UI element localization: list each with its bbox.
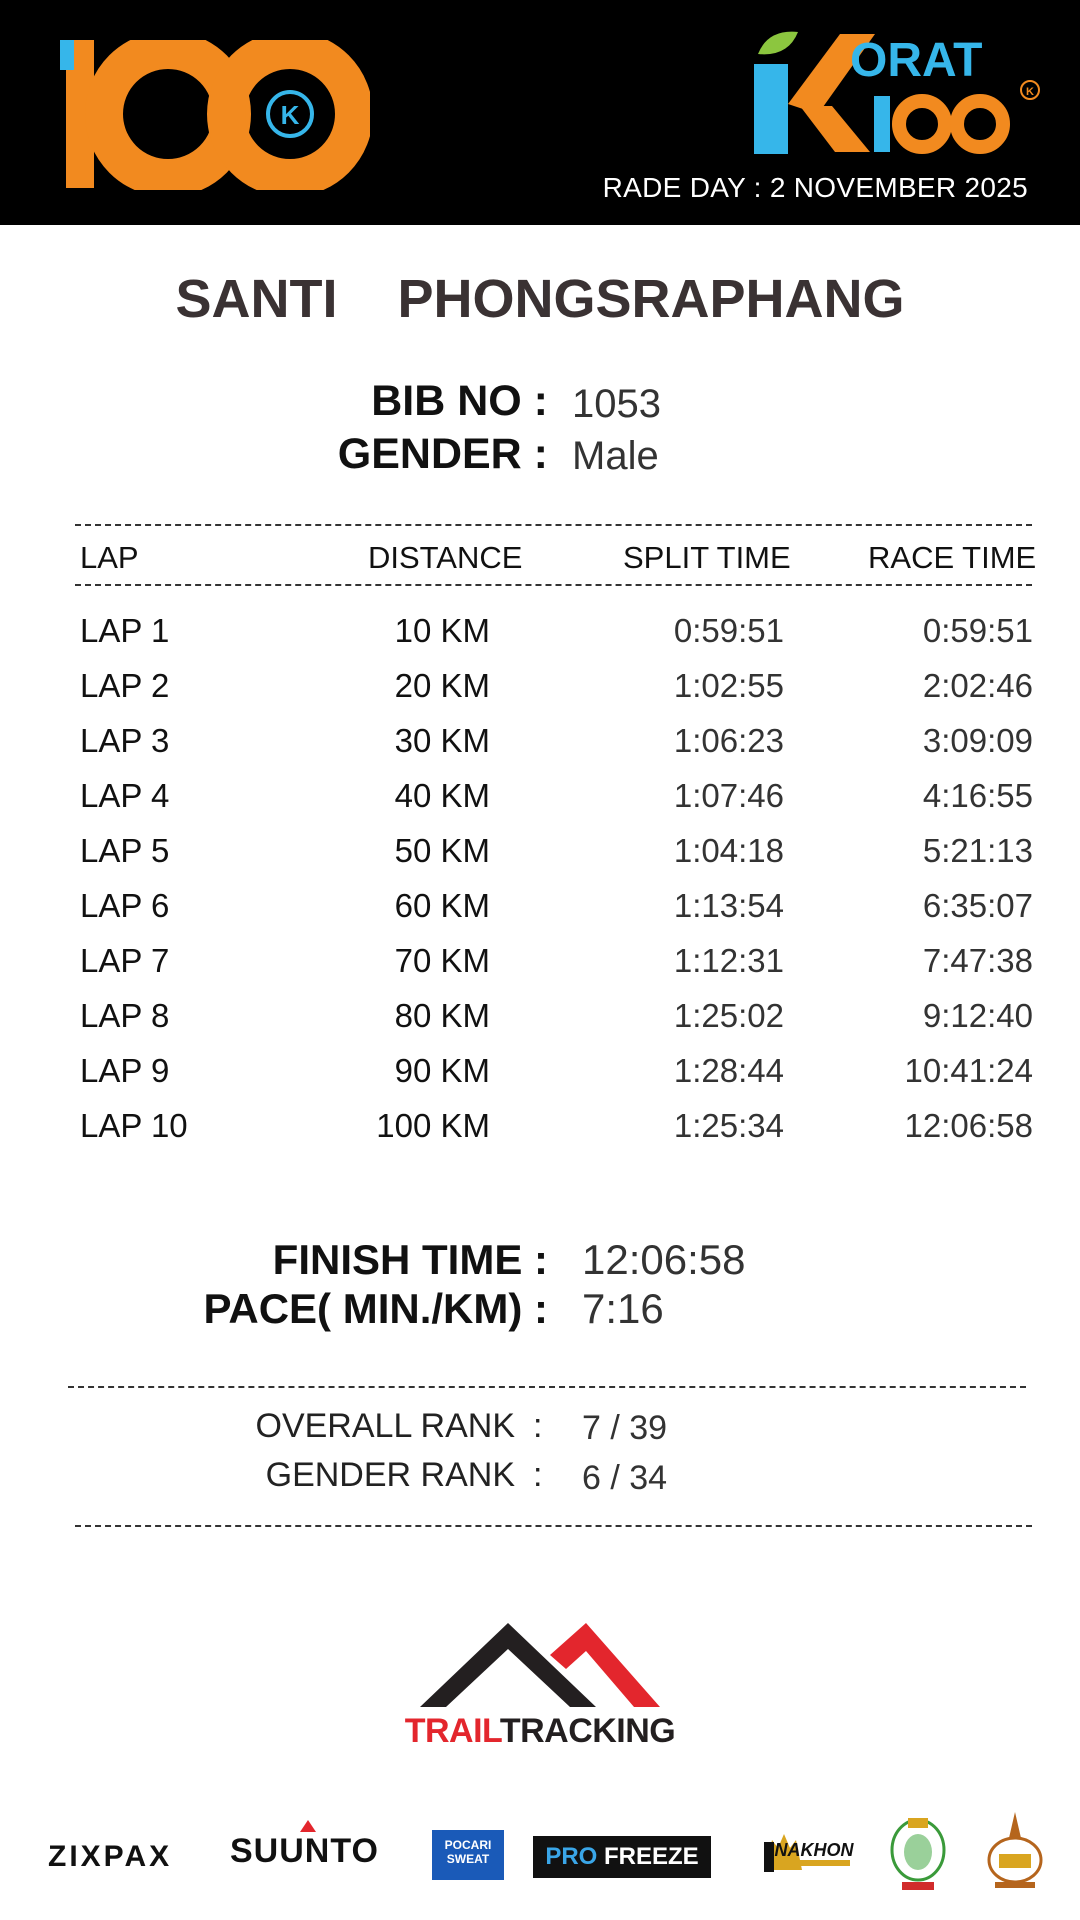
table-row xyxy=(0,887,1080,937)
table-row xyxy=(0,722,1080,772)
freeze-text: FREEZE xyxy=(597,1843,699,1870)
nakhon-ratchasima-logo xyxy=(762,1826,854,1874)
lap-cell: LAP 10 xyxy=(80,1107,188,1144)
table-row xyxy=(0,612,1080,662)
table-row xyxy=(0,667,1080,717)
lap-cell: LAP 1 xyxy=(80,612,170,649)
provincial-seal-icon xyxy=(888,1812,948,1892)
divider-rank-bottom xyxy=(75,1525,1032,1527)
table-row xyxy=(0,832,1080,882)
university-seal-icon xyxy=(985,1810,1045,1892)
runner-name: SANTI PHONGSRAPHANG xyxy=(175,269,905,329)
race-time-cell: 6:35:07 xyxy=(922,887,1033,924)
distance-cell: 100 KM xyxy=(376,1107,490,1144)
distance-cell: 10 KM xyxy=(394,612,490,649)
header-split-time: SPLIT TIME xyxy=(623,540,791,575)
race-time-cell: 7:47:38 xyxy=(922,942,1033,979)
pace-value: 7:16 xyxy=(582,1285,664,1332)
overall-rank-value: 7 / 39 xyxy=(582,1409,668,1447)
gender-rank-colon: : xyxy=(533,1456,543,1494)
distance-cell: 40 KM xyxy=(394,777,490,814)
nakhon-text: NAKHON xyxy=(774,1840,854,1860)
trailtracking-wordmark xyxy=(0,1712,1080,1751)
split-time-cell: 1:25:02 xyxy=(673,997,784,1034)
table-row xyxy=(0,997,1080,1047)
trailtracking-red-text: TRAIL xyxy=(404,1712,500,1750)
race-time-cell: 2:02:46 xyxy=(922,667,1033,704)
table-row xyxy=(0,1107,1080,1157)
race-time-cell: 9:12:40 xyxy=(922,997,1033,1034)
race-time-cell: 4:16:55 xyxy=(922,777,1033,814)
header-distance: DISTANCE xyxy=(368,540,523,575)
split-time-cell: 1:28:44 xyxy=(673,1052,784,1089)
bib-value: 1053 xyxy=(572,382,661,426)
table-row xyxy=(0,942,1080,992)
suunto-triangle-icon xyxy=(300,1820,316,1832)
race-time-cell: 12:06:58 xyxy=(904,1107,1033,1144)
split-time-cell: 0:59:51 xyxy=(673,612,784,649)
race-time-cell: 0:59:51 xyxy=(922,612,1033,649)
lap-cell: LAP 3 xyxy=(80,722,170,759)
overall-rank-label: OVERALL RANK xyxy=(255,1407,515,1445)
lap-cell: LAP 7 xyxy=(80,942,170,979)
overall-rank-colon: : xyxy=(533,1407,543,1445)
divider-header xyxy=(75,584,1032,586)
distance-cell: 70 KM xyxy=(394,942,490,979)
svg-text:ORAT: ORAT xyxy=(850,34,983,87)
split-time-cell: 1:02:55 xyxy=(673,667,784,704)
zixpax-logo: ZIXPAX xyxy=(48,1840,173,1873)
finish-time-value: 12:06:58 xyxy=(582,1236,746,1283)
distance-cell: 20 KM xyxy=(394,667,490,704)
divider-top xyxy=(75,524,1032,526)
suunto-logo: SUUNTO xyxy=(230,1832,379,1870)
split-time-cell: 1:12:31 xyxy=(673,942,784,979)
lap-cell: LAP 4 xyxy=(80,777,170,814)
bib-label: BIB NO : xyxy=(371,377,548,425)
header-race-time: RACE TIME xyxy=(868,540,1037,575)
distance-cell: 60 KM xyxy=(394,887,490,924)
gender-rank-label: GENDER RANK xyxy=(265,1456,515,1494)
race-time-cell: 5:21:13 xyxy=(922,832,1033,869)
distance-cell: 90 KM xyxy=(394,1052,490,1089)
race-time-cell: 3:09:09 xyxy=(922,722,1033,759)
korat100-logo xyxy=(740,24,1050,164)
lap-cell: LAP 9 xyxy=(80,1052,170,1089)
pace-label: PACE( MIN./KM) : xyxy=(203,1285,548,1332)
lap-cell: LAP 8 xyxy=(80,997,170,1034)
race-time-cell: 10:41:24 xyxy=(904,1052,1033,1089)
race-100k-logo xyxy=(60,40,370,190)
pocari-sweat-logo: POCARI SWEAT xyxy=(432,1830,504,1880)
pro-text: PRO xyxy=(545,1843,598,1870)
svg-text:K: K xyxy=(1026,86,1034,98)
lap-cell: LAP 2 xyxy=(80,667,170,704)
gender-rank-value: 6 / 34 xyxy=(582,1459,668,1497)
svg-text:K: K xyxy=(280,100,300,130)
split-time-cell: 1:13:54 xyxy=(673,887,784,924)
table-row xyxy=(0,1052,1080,1102)
split-time-cell: 1:06:23 xyxy=(673,722,784,759)
distance-cell: 50 KM xyxy=(394,832,490,869)
lap-cell: LAP 5 xyxy=(80,832,170,869)
finish-time-label: FINISH TIME : xyxy=(272,1236,548,1283)
gender-label: GENDER : xyxy=(337,430,548,478)
split-time-cell: 1:07:46 xyxy=(673,777,784,814)
header-banner xyxy=(0,0,1080,225)
gender-value: Male xyxy=(572,434,659,478)
race-day-text: RADE DAY : 2 NOVEMBER 2025 xyxy=(602,172,1028,203)
distance-cell: 80 KM xyxy=(394,997,490,1034)
header-lap: LAP xyxy=(80,540,139,575)
split-time-cell: 1:25:34 xyxy=(673,1107,784,1144)
trailtracking-black-text: TRACKING xyxy=(499,1712,676,1750)
lap-cell: LAP 6 xyxy=(80,887,170,924)
distance-cell: 30 KM xyxy=(394,722,490,759)
split-time-cell: 1:04:18 xyxy=(673,832,784,869)
pro-freeze-logo xyxy=(533,1836,711,1878)
divider-rank-top xyxy=(68,1386,1026,1388)
table-row xyxy=(0,777,1080,827)
